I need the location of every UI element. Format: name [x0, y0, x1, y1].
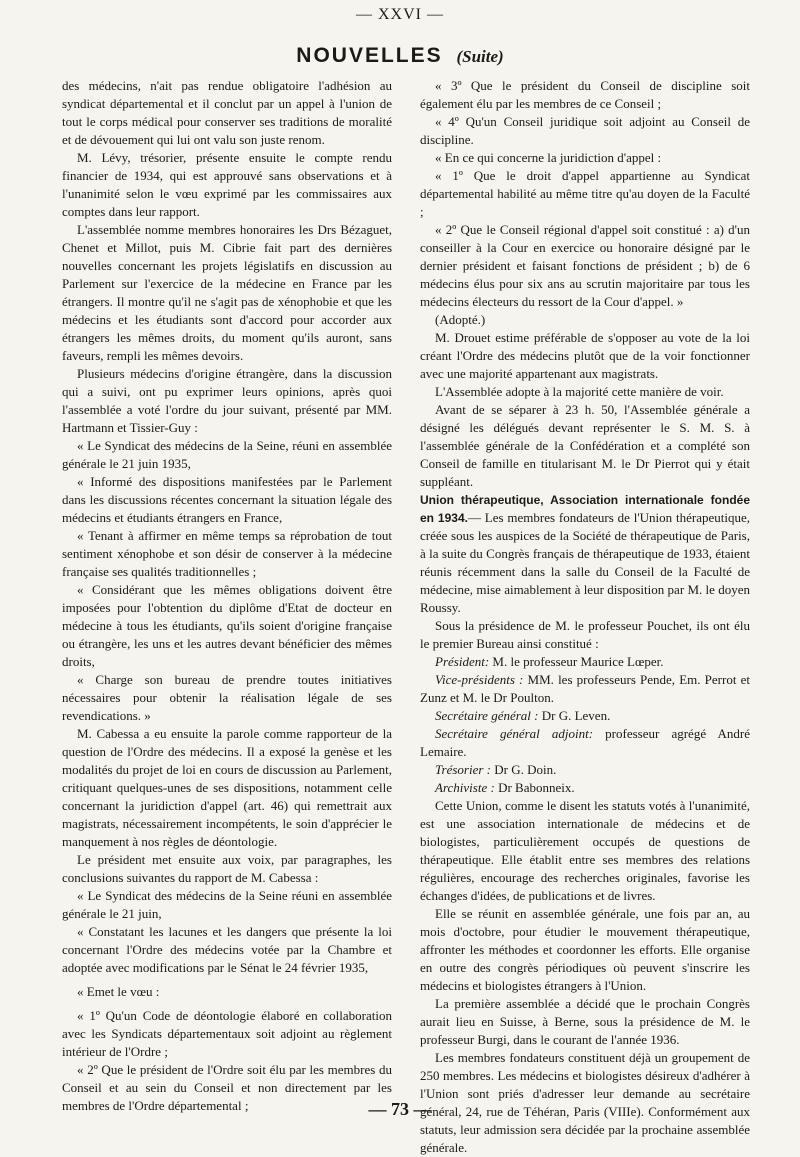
- bureau-label: Archiviste :: [435, 780, 495, 795]
- paragraph: Plusieurs médecins d'origine étrangère, dans la discussion qui a suivi, ont pu exprimer leurs opinions, après quoi l'assemblée a voté l'ordre du jour suivant, présenté par MM. Hartmann et Tissier-Guy :: [62, 366, 392, 435]
- left-column: [62, 77, 392, 1115]
- bureau-label: Secrétaire général adjoint:: [435, 726, 594, 741]
- bureau-vice-presidents: [420, 671, 750, 707]
- quote-paragraph: « Le Syndicat des médecins de la Seine réuni en assemblée générale le 21 juin,: [62, 888, 392, 921]
- quote-paragraph: « 1º Qu'un Code de déontologie élaboré en collaboration avec les Syndicats départementaux soit adjoint au règlement intérieur de l'Ordre ;: [62, 1008, 392, 1059]
- bureau-value: professeur agrégé André Lemaire.: [420, 726, 750, 759]
- bureau-value: MM. les professeurs Pende, Em. Perrot et Zunz et M. le Dr Poulton.: [420, 672, 750, 705]
- page-folio: — 73 —: [368, 1099, 432, 1119]
- bureau-label: Président:: [435, 654, 490, 669]
- bureau-label: Trésorier :: [435, 762, 491, 777]
- bureau-value: Dr G. Doin.: [490, 762, 557, 777]
- bureau-archivist: [420, 779, 750, 797]
- quote-paragraph: « Informé des dispositions manifestées par le Parlement dans les discussions récentes concernant la situation légale des médecins et étudiants étrangers en France,: [62, 474, 392, 525]
- bureau-value: Dr Babonneix.: [494, 780, 575, 795]
- quote-paragraph: « Tenant à affirmer en même temps sa réprobation de tout sentiment xénophobe et son désir de conserver à la médecine française ses qualités traditionnelles ;: [62, 528, 392, 579]
- bureau-label: Secrétaire général :: [435, 708, 539, 723]
- paragraph: L'Assemblée adopte à la majorité cette manière de voir.: [435, 384, 724, 399]
- bureau-value: Dr G. Leven.: [538, 708, 611, 723]
- paragraph: L'assemblée nomme membres honoraires les Drs Bézaguet, Chenet et Millot, puis M. Cibrie fait part des dernières nouvelles concernant les projets législatifs en discussion au Parlement sur l'exercice de la médecine en France par les étrangers. Il montre qu'il ne s'agit pas de xénophobie et que les médecins et les étudiants sont d'accord pour accorder aux étrangers les mêmes droits, du moment qu'ils auront, sans faveurs, rempli les mêmes devoirs.: [62, 222, 392, 363]
- bureau-president: [420, 653, 750, 671]
- paragraph: Le président met ensuite aux voix, par paragraphes, les conclusions suivantes du rapport de M. Cabessa :: [62, 852, 392, 885]
- quote-paragraph: « Constatant les lacunes et les dangers que présente la loi concernant l'Ordre des médecins votée par la Chambre et adoptée avec modifications par le Sénat le 24 février 1935,: [62, 924, 392, 975]
- bureau-value: M. le professeur Maurice Lœper.: [489, 654, 664, 669]
- quote-paragraph: « 2º Que le président de l'Ordre soit élu par les membres du Conseil et au sein du Conseil et non directement par les membres de l'Ordre départemental ;: [62, 1062, 392, 1113]
- bureau-deputy-secretary: [420, 725, 750, 761]
- union-text: — Les membres fondateurs de l'Union thérapeutique, créée sous les auspices de la Société de thérapeutique de Paris, à la suite du Congrès français de thérapeutique de 1933, étaient réunis récemment dans la salle du Conseil de la Faculté de médecine, mise aimablement à leur disposition par M. le doyen Roussy.: [420, 510, 751, 615]
- bureau-label: Vice-présidents :: [435, 672, 524, 687]
- paragraph: M. Cabessa a eu ensuite la parole comme rapporteur de la question de l'Ordre des médecins. Il a exposé la genèse et les modalités du projet de loi en cours de discussion au Parlement, critiquant quelques-unes de ses dispositions, notamment celle concernant la juridiction d'appel (art. 46) qui remettrait aux magistrats, nécessairement incompétents, le soin d'apprécier le manquement à nos règles de déontologie.: [62, 726, 392, 849]
- union-title: Union thérapeutique, Association internationale fondée en 1934.: [420, 493, 750, 525]
- paragraph: Elle se réunit en assemblée générale, une fois par an, au mois d'octobre, pour étudier le mouvement thérapeutique, affronter les méthodes et coordonner les efforts. Elle organise en outre des congrès périodiques où peuvent s'inscrire les médecins et biologistes étrangers à l'Union.: [420, 906, 750, 993]
- quote-paragraph: « 4º Qu'un Conseil juridique soit adjoint au Conseil de discipline.: [420, 114, 750, 147]
- right-column: [420, 77, 750, 1157]
- bureau-secretary: [420, 707, 750, 725]
- paragraph: M. Lévy, trésorier, présente ensuite le compte rendu financier de 1934, qui est approuvé sans observations et à l'unanimité selon le vœu exprimé par les commissaires aux comptes dans leur rapport.: [62, 150, 392, 219]
- quote-paragraph: « Emet le vœu :: [77, 984, 160, 999]
- quote-paragraph: « En ce qui concerne la juridiction d'appel :: [435, 150, 662, 165]
- quote-paragraph: « Charge son bureau de prendre toutes initiatives nécessaires pour obtenir la réalisation légale de ses revendications. »: [62, 672, 392, 723]
- paragraph: des médecins, n'ait pas rendue obligatoire l'adhésion au syndicat départemental et il conclut par un appel à l'union de tout le corps médical pour conserver ses traditions de moralité et de dévouement qui lui ont valu son juste renom.: [62, 78, 392, 147]
- paragraph: Avant de se séparer à 23 h. 50, l'Assemblée générale a désigné les délégués devant représenter le S. M. S. à l'assemblée générale de la Confédération et a complété son Conseil de famille en titularisant M. le Dr Pierrot qui y était suppléant.: [420, 402, 750, 489]
- quote-paragraph: « 1º Que le droit d'appel appartienne au Syndicat départemental habilité au même titre qu'au doyen de la Faculté ;: [420, 168, 750, 219]
- paragraph: M. Drouet estime préférable de s'opposer au vote de la loi créant l'Ordre des médecins plutôt que de la voir fonctionner avec une majorité appartenant aux magistrats.: [420, 330, 750, 381]
- roman-page-number: — XXVI —: [356, 6, 444, 23]
- section-heading: [0, 44, 800, 68]
- quote-paragraph: « Le Syndicat des médecins de la Seine, réuni en assemblée générale le 21 juin 1935,: [62, 438, 392, 471]
- quote-paragraph: « Considérant que les mêmes obligations doivent être imposées pour l'obtention du diplôme d'Etat de docteur en médecine à tous les étudiants, qu'ils soient d'origine française ou étrangère, les uns et les autres devant bénéficier des mêmes droits,: [62, 582, 392, 669]
- paragraph: (Adopté.): [435, 312, 486, 327]
- union-paragraph: [420, 491, 750, 617]
- paragraph: Sous la présidence de M. le professeur Pouchet, ils ont élu le premier Bureau ainsi constitué :: [420, 618, 750, 651]
- quote-paragraph: « 2º Que le Conseil régional d'appel soit constitué : a) d'un conseiller à la Cour en exercice ou honoraire désigné par le dernier président et faisant fonctions de président ; b) de 6 médecins élus pour six ans au scrutin majoritaire par tous les médecins électeurs du ressort de la Cour d'appel. »: [420, 222, 750, 309]
- section-suite: (Suite): [456, 47, 504, 66]
- quote-paragraph: « 3º Que le président du Conseil de discipline soit également élu par les membres de ce Conseil ;: [420, 78, 750, 111]
- paragraph: La première assemblée a décidé que le prochain Congrès aurait lieu en Suisse, à Berne, sous la présidence de M. le professeur Burgi, dans le courant de l'année 1936.: [420, 996, 750, 1047]
- bureau-treasurer: [420, 761, 750, 779]
- section-title: NOUVELLES: [296, 44, 443, 67]
- paragraph: Cette Union, comme le disent les statuts votés à l'unanimité, est une association internationale de médecins et de biologistes, particulièrement occupés de questions de thérapeutique. Elle établit entre ses membres des relations régulières, encourage des recherches originales, favorise les échanges d'idées, de publications et de livres.: [420, 798, 750, 903]
- paragraph: Les membres fondateurs constituent déjà un groupement de 250 membres. Les médecins et biologistes désireux d'adhérer à l'Union sont priés d'adresser leur demande au secrétaire général, 24, rue de Téhéran, Paris (VIIIe). Conformément aux statuts, leur admission sera décidée par la prochaine assemblée générale.: [420, 1050, 750, 1155]
